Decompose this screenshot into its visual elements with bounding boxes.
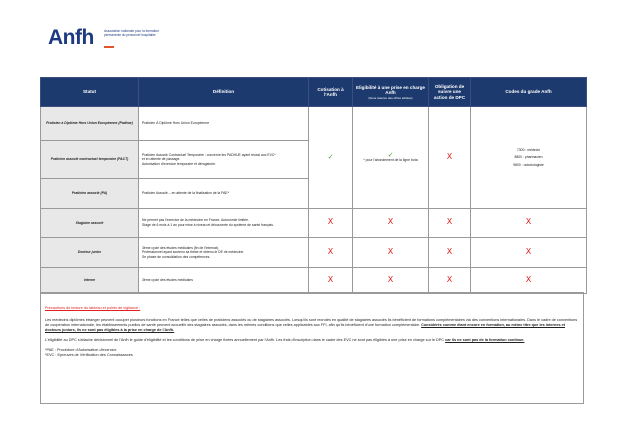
header-eligibilite-sub: (Sous réserve des offres éditées) — [368, 95, 413, 100]
code-medecin: 7300 : médecin — [516, 147, 541, 152]
table-row — [41, 209, 587, 238]
code-pharmacien: 8800 : pharmacien — [514, 155, 543, 160]
x-mark-icon: X — [446, 217, 453, 227]
header-eligibilite-label: Eligibilité à une prise en charge Anfh — [356, 84, 425, 95]
status-table — [40, 77, 587, 294]
codes-cell — [471, 268, 587, 294]
footnote: *PAE : Procédure d'Autorisation d'exercice — [45, 348, 117, 352]
notes-paragraph — [45, 318, 579, 333]
x-mark-icon: X — [446, 151, 453, 161]
statut-cell: Interne — [41, 268, 139, 294]
definition-line: 3ème cycle des études médicales (fin de l'internat). — [142, 245, 219, 250]
obligation-merged-cell — [429, 107, 471, 209]
table-row — [41, 107, 587, 141]
notes-box — [40, 292, 584, 404]
definition-line: Autorisation d'exercice temporaire et dérogatoire. — [142, 161, 216, 166]
definition-line: Praticien À Diplôme Hors Union Européenne — [142, 121, 210, 126]
definition-cell — [139, 268, 309, 294]
cotisation-merged-cell — [309, 107, 353, 209]
obligation-cell — [429, 238, 471, 268]
header-cotisation: Cotisation à l'Anfh — [309, 78, 353, 107]
x-mark-icon: X — [327, 246, 334, 256]
notes-title: Précautions de lecture du tableau et points de vigilance : — [45, 306, 141, 310]
codes-cell — [471, 238, 587, 268]
statut-cell: Praticien associé (PA) — [41, 179, 139, 209]
logo-accent-bar — [104, 46, 114, 48]
notes-text: L'éligibilité au DPC s'attache décisionnel de l'Anfh le guide d'éligibilité et les conditions de prise en charge fixées annuellement par l'Anfh. Les frais d'inscription dans le cadre des EVC ne sont pas éligibles à une prise en charge sur le DPC — [45, 338, 445, 342]
statut-cell: Praticien à Diplôme Hors Union Européenne (Padhue) — [41, 107, 139, 141]
notes-text: Les médecins diplômés étranger peuvent occuper plusieurs fonctions en France telles que celles de praticiens associés ou de stagiaires associés. Lorsqu'ils sont recrutés en qualité de stagiaires associés ils bénéficient de formations complémentaires via des conventions internationales. Dans le cadre de conventions de coopération internationale, les établissements publics de santé peuvent accueillir des stagiaires associés, dans les mêmes conditions que celles applicables aux FFI, afin qu'ils bénéficient d'une formation complémentaire. — [45, 318, 578, 327]
definition-line: Ne permet pas l'exercice de la médecine en France. Autonomie limitée. — [142, 218, 249, 223]
logo-wordmark: Anfh — [48, 26, 94, 49]
cotisation-cell — [309, 209, 353, 238]
statut-cell: Docteur junior — [41, 238, 139, 268]
definition-line: 3ème cycle des études médicales — [142, 278, 193, 283]
table-header-row — [41, 78, 587, 107]
eligibilite-merged-cell — [353, 107, 429, 209]
table-row — [41, 268, 587, 294]
x-mark-icon: X — [387, 246, 394, 256]
obligation-cell — [429, 268, 471, 294]
definition-cell — [139, 179, 309, 209]
check-icon: ✓ — [387, 150, 394, 159]
cotisation-cell — [309, 268, 353, 294]
footnote: *EVC : Epreuves de Vérification des Connaissances — [45, 353, 133, 357]
cotisation-cell — [309, 238, 353, 268]
definition-line: Stage de 6 mois à 1 an pour mise à niveau et découverte du système de santé français. — [142, 223, 274, 227]
check-icon: ✓ — [327, 152, 334, 161]
statut-cell: Praticien associé contractuel temporaire (PACT) — [41, 141, 139, 179]
eligibilite-cell — [353, 209, 429, 238]
table-row — [41, 238, 587, 268]
x-mark-icon: X — [387, 217, 394, 227]
notes-paragraph — [45, 338, 579, 343]
definition-cell — [139, 141, 309, 179]
eligibilite-cell — [353, 268, 429, 294]
notes-emphasis: Considérés comme étant encore en formation, au même titre que les internes et docteurs juniors, ils ne sont pas éligibles à la prise en charge de l'Anfh. — [45, 323, 565, 332]
header-codes: Codes du grade Anfh — [471, 78, 587, 107]
header-definition: Définition — [139, 78, 309, 107]
definition-line: et en attente de passage. — [142, 157, 181, 162]
definition-cell — [139, 209, 309, 238]
logo-tagline: Association nationale pour la formation permanente du personnel hospitalier — [104, 29, 159, 37]
eligibilite-cell — [353, 238, 429, 268]
x-mark-icon: X — [525, 217, 532, 227]
eligibilite-note: * pour l'abondement de la ligne bota — [363, 157, 418, 162]
definition-line: Praticien Associé – en attente de la finalisation de la PAE* — [142, 191, 230, 196]
code-odontologiste: 9800 : odontologiste — [513, 162, 544, 167]
header-eligibilite — [353, 78, 429, 107]
definition-cell — [139, 238, 309, 268]
x-mark-icon: X — [525, 246, 532, 256]
codes-merged-cell — [471, 107, 587, 209]
x-mark-icon: X — [525, 274, 532, 284]
codes-cell — [471, 209, 587, 238]
header-statut: Statut — [41, 78, 139, 107]
x-mark-icon: X — [387, 274, 394, 284]
statut-cell: Stagiaire associé — [41, 209, 139, 238]
x-mark-icon: X — [327, 217, 334, 227]
definition-line: Se phase de consolidation des compétences. — [142, 254, 211, 259]
definition-line: Praticien Associé Contractuel Temporaire : concerne les PADHUE ayant réussi aux EVC* — [142, 152, 276, 157]
x-mark-icon: X — [327, 274, 334, 284]
x-mark-icon: X — [446, 246, 453, 256]
notes-emphasis: car ils ne sont pas de la formation continue. — [445, 338, 525, 342]
x-mark-icon: X — [446, 274, 453, 284]
definition-cell — [139, 107, 309, 141]
definition-line: Professionnel ayant soutenu sa thèse et obtenu le DE de médecine. — [142, 250, 245, 255]
obligation-cell — [429, 209, 471, 238]
header-obligation: Obligation de suivre une action de DPC — [429, 78, 471, 107]
